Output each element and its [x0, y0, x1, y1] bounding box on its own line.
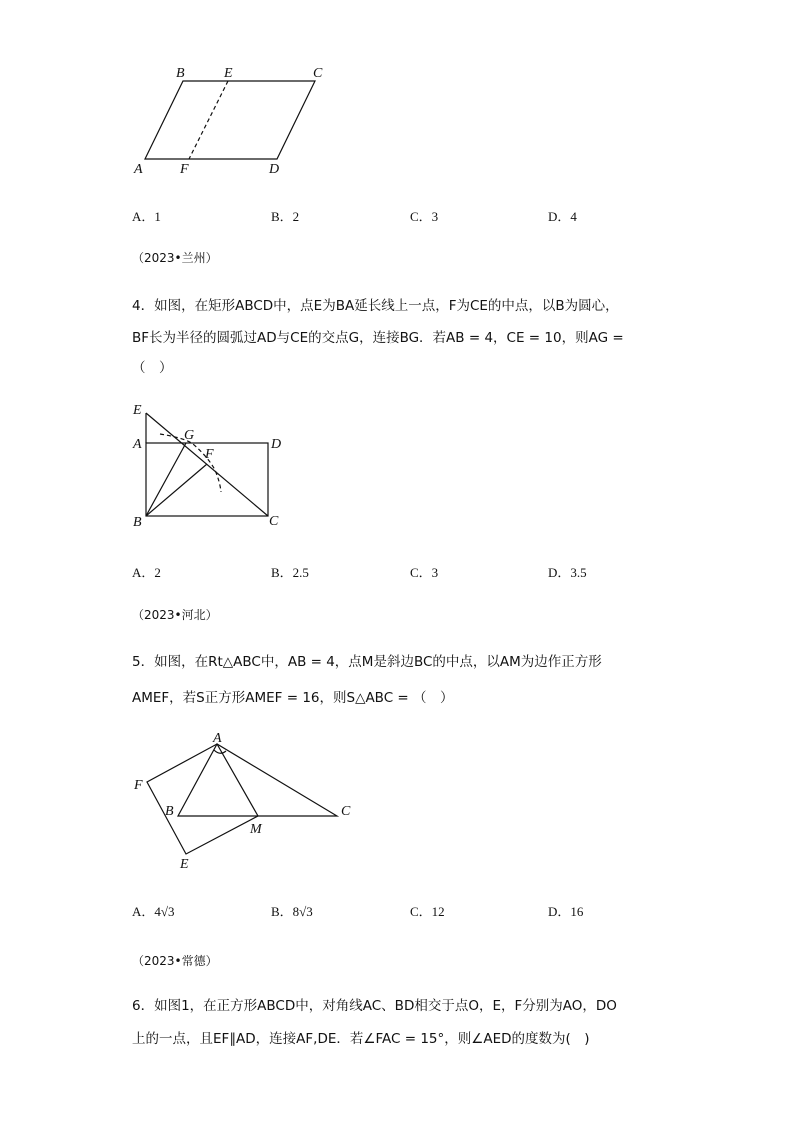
label-c: C — [269, 514, 279, 529]
question-source: （2023•河北） — [132, 608, 218, 622]
question-source: （2023•常德） — [132, 954, 218, 968]
option-d[interactable]: D．3.5 — [548, 565, 587, 580]
label-e: E — [133, 403, 142, 418]
option-b[interactable]: B．2 — [271, 209, 300, 224]
label-a: A — [213, 731, 222, 746]
triangle-abc — [178, 744, 337, 816]
option-c[interactable]: C．12 — [410, 904, 445, 919]
option-b[interactable]: B．2.5 — [271, 565, 309, 580]
option-d[interactable]: D．16 — [548, 904, 584, 919]
label-a: A — [134, 162, 143, 177]
question-text-line: AMEF，若S正方形AMEF = 16，则S△ABC = （ ） — [132, 690, 454, 706]
label-f: F — [134, 778, 143, 793]
label-e: E — [180, 857, 189, 872]
option-d[interactable]: D．4 — [548, 209, 577, 224]
label-b: B — [176, 66, 185, 81]
question-source: （2023•兰州） — [132, 251, 218, 265]
label-a: A — [133, 437, 142, 452]
option-c[interactable]: C．3 — [410, 209, 439, 224]
label-e: E — [224, 66, 233, 81]
label-m: M — [250, 822, 262, 837]
right-angle-mark — [214, 750, 226, 753]
square-amef — [147, 744, 258, 854]
label-d: D — [271, 437, 282, 452]
question-text-line: （ ） — [132, 360, 173, 376]
label-d: D — [269, 162, 280, 177]
label-g: G — [184, 428, 195, 443]
question-text-line: 上的一点，且EF∥AD，连接AF,DE．若∠FAC = 15°，则∠AED的度数为( ) — [132, 1031, 590, 1047]
label-f: F — [205, 447, 214, 462]
label-c: C — [313, 66, 323, 81]
label-c: C — [341, 804, 351, 819]
question-text-line: 6．如图1，在正方形ABCD中，对角线AC、BD相交于点O，E，F分别为AO，DO — [132, 998, 617, 1014]
option-a[interactable]: A．1 — [132, 209, 161, 224]
option-c[interactable]: C．3 — [410, 565, 439, 580]
label-b: B — [165, 804, 174, 819]
question-text-line: BF长为半径的圆弧过AD与CE的交点G，连接BG．若AB = 4，CE = 10，则AG = — [132, 330, 624, 346]
option-b[interactable]: B．8√3 — [271, 904, 313, 919]
question-text-line: 4．如图，在矩形ABCD中，点E为BA延长线上一点，F为CE的中点，以B为圆心， — [132, 298, 619, 314]
option-a[interactable]: A．2 — [132, 565, 161, 580]
option-a[interactable]: A．4√3 — [132, 904, 175, 919]
label-f: F — [180, 162, 189, 177]
question-text-line: 5．如图，在Rt△ABC中，AB = 4，点M是斜边BC的中点，以AM为边作正方形 — [132, 654, 602, 670]
label-b: B — [133, 515, 142, 530]
